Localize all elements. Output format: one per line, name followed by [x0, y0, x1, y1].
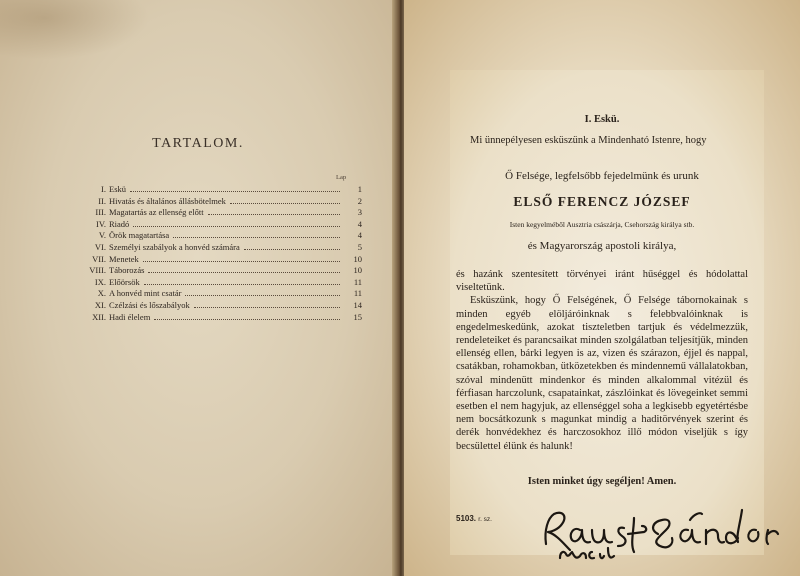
toc-entry-page: 11	[353, 276, 362, 287]
toc-entry-label: Előörsök	[109, 276, 140, 287]
toc-entry	[70, 277, 362, 289]
toc-entry	[70, 207, 362, 219]
toc-entry-label: Személyi szabályok a honvéd számára	[109, 241, 240, 252]
toc-entry-label: Magatartás az ellenség előtt	[109, 207, 204, 218]
toc-entry	[70, 196, 362, 208]
toc-entry	[70, 312, 362, 324]
toc-entry-page: 5	[357, 241, 362, 252]
toc-dot-leader	[143, 261, 340, 262]
print-code-number: 5103.	[456, 514, 477, 523]
toc-entry-page: 2	[357, 195, 362, 206]
toc-title: TARTALOM.	[152, 136, 244, 151]
toc-entry-page: 1	[357, 184, 362, 194]
toc-entry-page: 15	[353, 311, 362, 322]
toc-dot-leader	[194, 307, 340, 308]
toc-entry-number: V.	[98, 230, 106, 241]
toc-entry-label: Czélzási és lőszabályok	[109, 299, 190, 310]
toc-entry-number: IV.	[96, 218, 106, 229]
emperor-name: ELSŐ FERENCZ JÓZSEF	[513, 194, 691, 209]
toc-entry-number: IX.	[94, 276, 106, 287]
toc-dot-leader	[230, 203, 340, 204]
toc-dot-leader	[185, 295, 340, 296]
toc-entry-label: Hadi élelem	[109, 311, 151, 322]
toc-dot-leader	[130, 191, 340, 192]
toc-entry-page: 10	[353, 253, 362, 264]
toc-entry-number: II.	[98, 195, 106, 206]
toc-dot-leader	[208, 214, 340, 215]
toc-entry-page: 11	[353, 288, 362, 299]
table-of-contents	[70, 184, 362, 323]
toc-entry-page: 10	[353, 265, 362, 276]
toc-entry-number: VI.	[94, 241, 106, 252]
toc-entry-label: Örök magatartása	[109, 230, 170, 241]
toc-entry	[70, 184, 362, 196]
toc-entry-page: 14	[353, 299, 362, 310]
toc-entry	[70, 219, 362, 231]
left-page	[0, 0, 396, 576]
toc-dot-leader	[154, 319, 340, 320]
handwritten-signature	[530, 500, 780, 570]
oath-majesty-line: Ő Felsége, legfelsőbb fejedelmünk és urunk	[505, 170, 699, 182]
oath-intro: Mi ünnepélyesen esküszünk a Mindenható Istenre, hogy	[470, 135, 707, 146]
toc-entry-number: XII.	[92, 311, 106, 322]
toc-dot-leader	[244, 249, 340, 250]
toc-dot-leader	[148, 272, 340, 273]
toc-dot-leader	[133, 226, 340, 227]
toc-entry-number: X.	[97, 288, 106, 299]
toc-entry-label: Hivatás és általános állásbötelmek	[109, 195, 226, 206]
oath-paragraph-2: Esküszünk, hogy Ő Felségének, Ő Felsége tábornokainak s minden egyéb elöljáróinknak s felebbvalóinknak is engedelmeskedünk, azokat tiszteletben tartjuk és védelmezzük, rendeleteiket és parancsaikat minden szolgálatban teljesítjük, minden ellenség ellen, bárki legyen is az, vizen és szárazon, éjjel és nappal, csatákban, rohamokban, ütközetekben és mindennemű vállalatokban, szóval mindenütt mindenkor és minden alkalommal vitézül és férfiasan harczolunk, csapatainkat, zászlóinkat és lövegeinket semmi esetben el nem hagyjuk, az ellenséggel soha a legkisebb egyetértésbe nem bocsátkozunk s magunkat mindig a haditörvények szerint és derék honvédekhez és harczosokhoz illő módon viseljük s így becsülettel élünk és halunk!	[456, 295, 748, 452]
toc-entry-label: Eskü	[109, 184, 126, 194]
toc-dot-leader	[173, 237, 340, 238]
right-page	[404, 0, 800, 576]
toc-entry-label: A honvéd mint csatár	[109, 288, 182, 299]
toc-entry	[70, 265, 362, 277]
print-code	[456, 514, 492, 523]
toc-entry-number: VII.	[92, 253, 106, 264]
oath-paragraph-1: és hazánk szentesített törvényei iránt hűséggel és hódolattal viseltetünk.	[456, 269, 748, 294]
toc-entry-number: I.	[101, 184, 106, 194]
toc-entry-label: Riadó	[109, 218, 130, 229]
toc-entry-number: XI.	[94, 299, 106, 310]
toc-dot-leader	[144, 284, 340, 285]
oath-body	[456, 268, 748, 453]
toc-entry	[70, 254, 362, 266]
oath-grace-line: Isten kegyelméből Ausztria császárja, Csehország királya stb.	[509, 220, 695, 229]
toc-entry	[70, 230, 362, 242]
oath-heading: I. Eskü.	[584, 114, 620, 125]
oath-closing: Isten minket úgy segéljen! Amen.	[527, 476, 677, 487]
print-code-suffix: r. sz.	[478, 516, 492, 523]
oath-king-line: és Magyarország apostoli királya,	[527, 240, 677, 252]
toc-entry-number: VIII.	[89, 265, 106, 276]
toc-entry	[70, 242, 362, 254]
toc-entry-label: Menetek	[109, 253, 139, 264]
toc-entry-page: 4	[357, 230, 362, 241]
toc-entry-page: 3	[357, 207, 362, 218]
toc-entry	[70, 288, 362, 300]
toc-entry-page: 4	[357, 218, 362, 229]
toc-entry-number: III.	[95, 207, 106, 218]
toc-page-column-header: Lap	[336, 174, 347, 181]
toc-entry	[70, 300, 362, 312]
toc-entry-label: Táborozás	[109, 265, 145, 276]
